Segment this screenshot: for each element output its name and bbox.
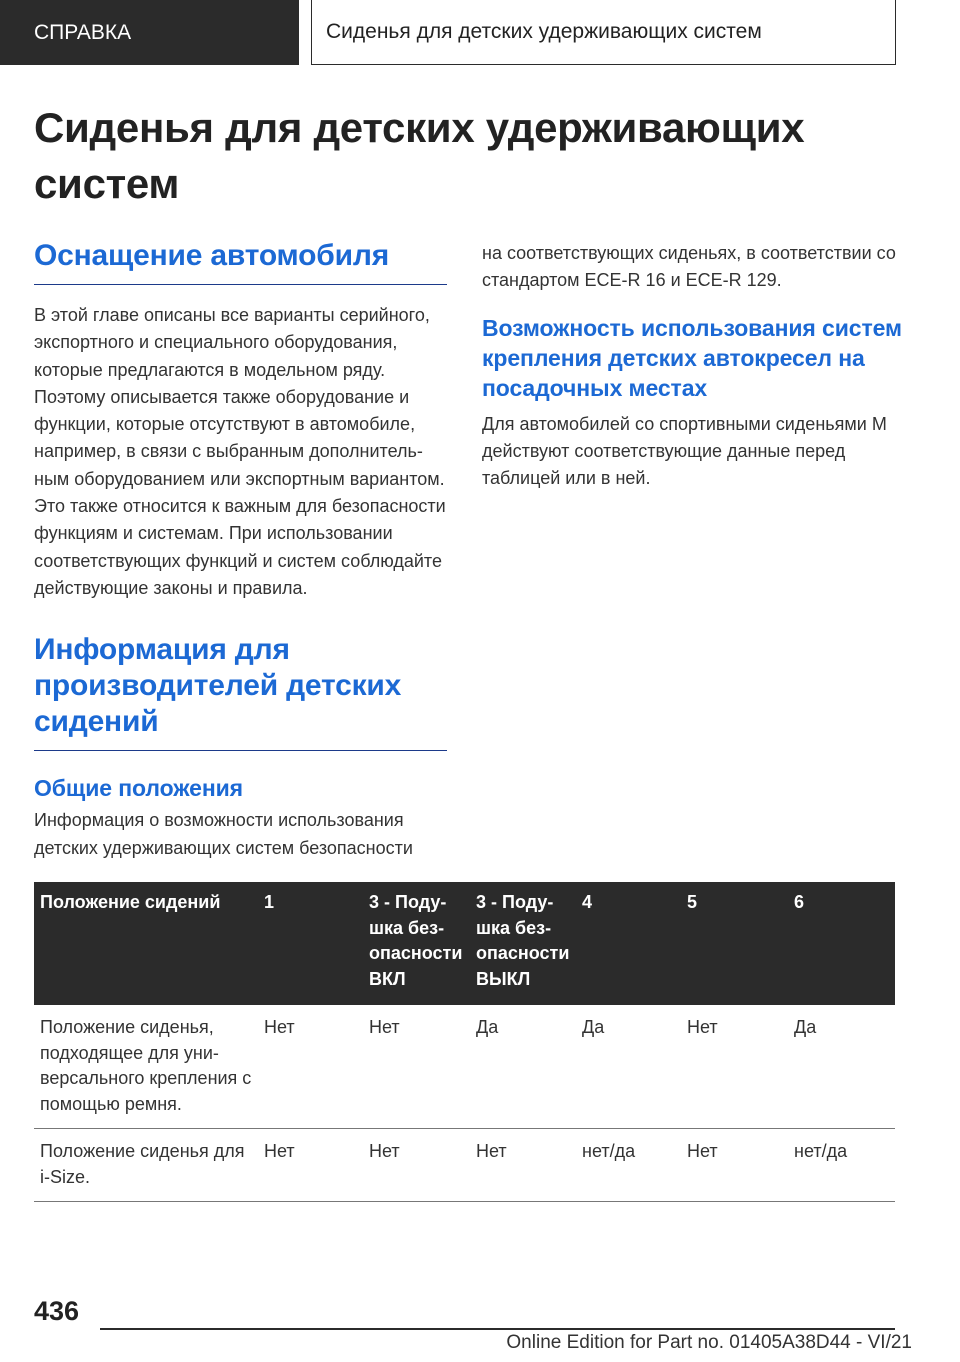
footer-edition-text: Online Edition for Part no. 01405A38D44 - VI/21 [506,1332,912,1353]
table-header-row [34,882,895,1005]
header-chapter-title: Сиденья для детских удерживающих систем [311,0,896,65]
general-provisions-heading: Общие положения [34,775,243,802]
table-cell: Нет [681,1005,788,1129]
table-cell: нет/да [576,1129,681,1202]
vehicle-equipment-text: В этой главе описаны все варианты серийного, экспортного и специального оборудования, которые предлагаются в модельном ряду. Поэтому описывается также оборудование и функции, которые отсутствуют в автомобиле, например, в связи с выбранным дополнительным оборудованием или экспортным вариантом. Это также относится к важным для безопасности функциям и системам. При использовании соответствующих функций и систем соблюдайте действующие законы и правила. [34,305,446,598]
table-row [34,1129,895,1202]
header-cell-seat-6: 6 [788,882,895,1005]
manufacturer-info-heading: Информация для производителей детских сидений [34,632,447,751]
footer-divider [100,1328,895,1330]
page-number: 436 [34,1296,80,1326]
mounting-systems-heading: Возможность использования систем крепления детских автокресел на посадочных местах [482,314,902,401]
table-cell: Нет [258,1005,363,1129]
vehicle-equipment-heading: Оснащение автомобиля [34,238,447,285]
left-column [34,238,447,862]
row-label-cell: Положение сиденья, подходящее для универсального крепления с помощью ремня. [34,1005,258,1129]
table-cell: Да [470,1005,576,1129]
header-cell-seat-3-airbag-off: 3 - Подушка безопасности ВЫКЛ [470,882,576,1005]
right-column [482,238,902,492]
row-label-cell: Положение сиденья для i-Size. [34,1129,258,1202]
page-title: Сиденья для детских удерживающих систем [34,104,805,207]
table-cell: Нет [363,1129,470,1202]
header-cell-seat-1: 1 [258,882,363,1005]
table-cell: Нет [681,1129,788,1202]
header-section-label: СПРАВКА [0,0,299,65]
table-row [34,1005,895,1129]
continuation-text: на соответствующих сиденьях, в соответствии со стандартом ECE-R 16 и ECE-R 129. [482,243,896,291]
header-cell-seat-4: 4 [576,882,681,1005]
table-cell: нет/да [788,1129,895,1202]
table-cell: Да [576,1005,681,1129]
header-cell-seat-3-airbag-on: 3 - Подушка безопасности ВКЛ [363,882,470,1005]
header-cell-seat-position: Положение сидений [34,882,258,1005]
general-provisions-text: Информация о возможности использования детских удерживающих систем безопасности [34,810,413,858]
header-cell-seat-5: 5 [681,882,788,1005]
table-cell: Да [788,1005,895,1129]
mounting-systems-text: Для автомобилей со спортивными сиденьями M действуют соответствующие данные перед таблицей или в ней. [482,413,887,489]
table-cell: Нет [470,1129,576,1202]
table-cell: Нет [258,1129,363,1202]
table-cell: Нет [363,1005,470,1129]
seat-positions-table [34,882,895,1202]
